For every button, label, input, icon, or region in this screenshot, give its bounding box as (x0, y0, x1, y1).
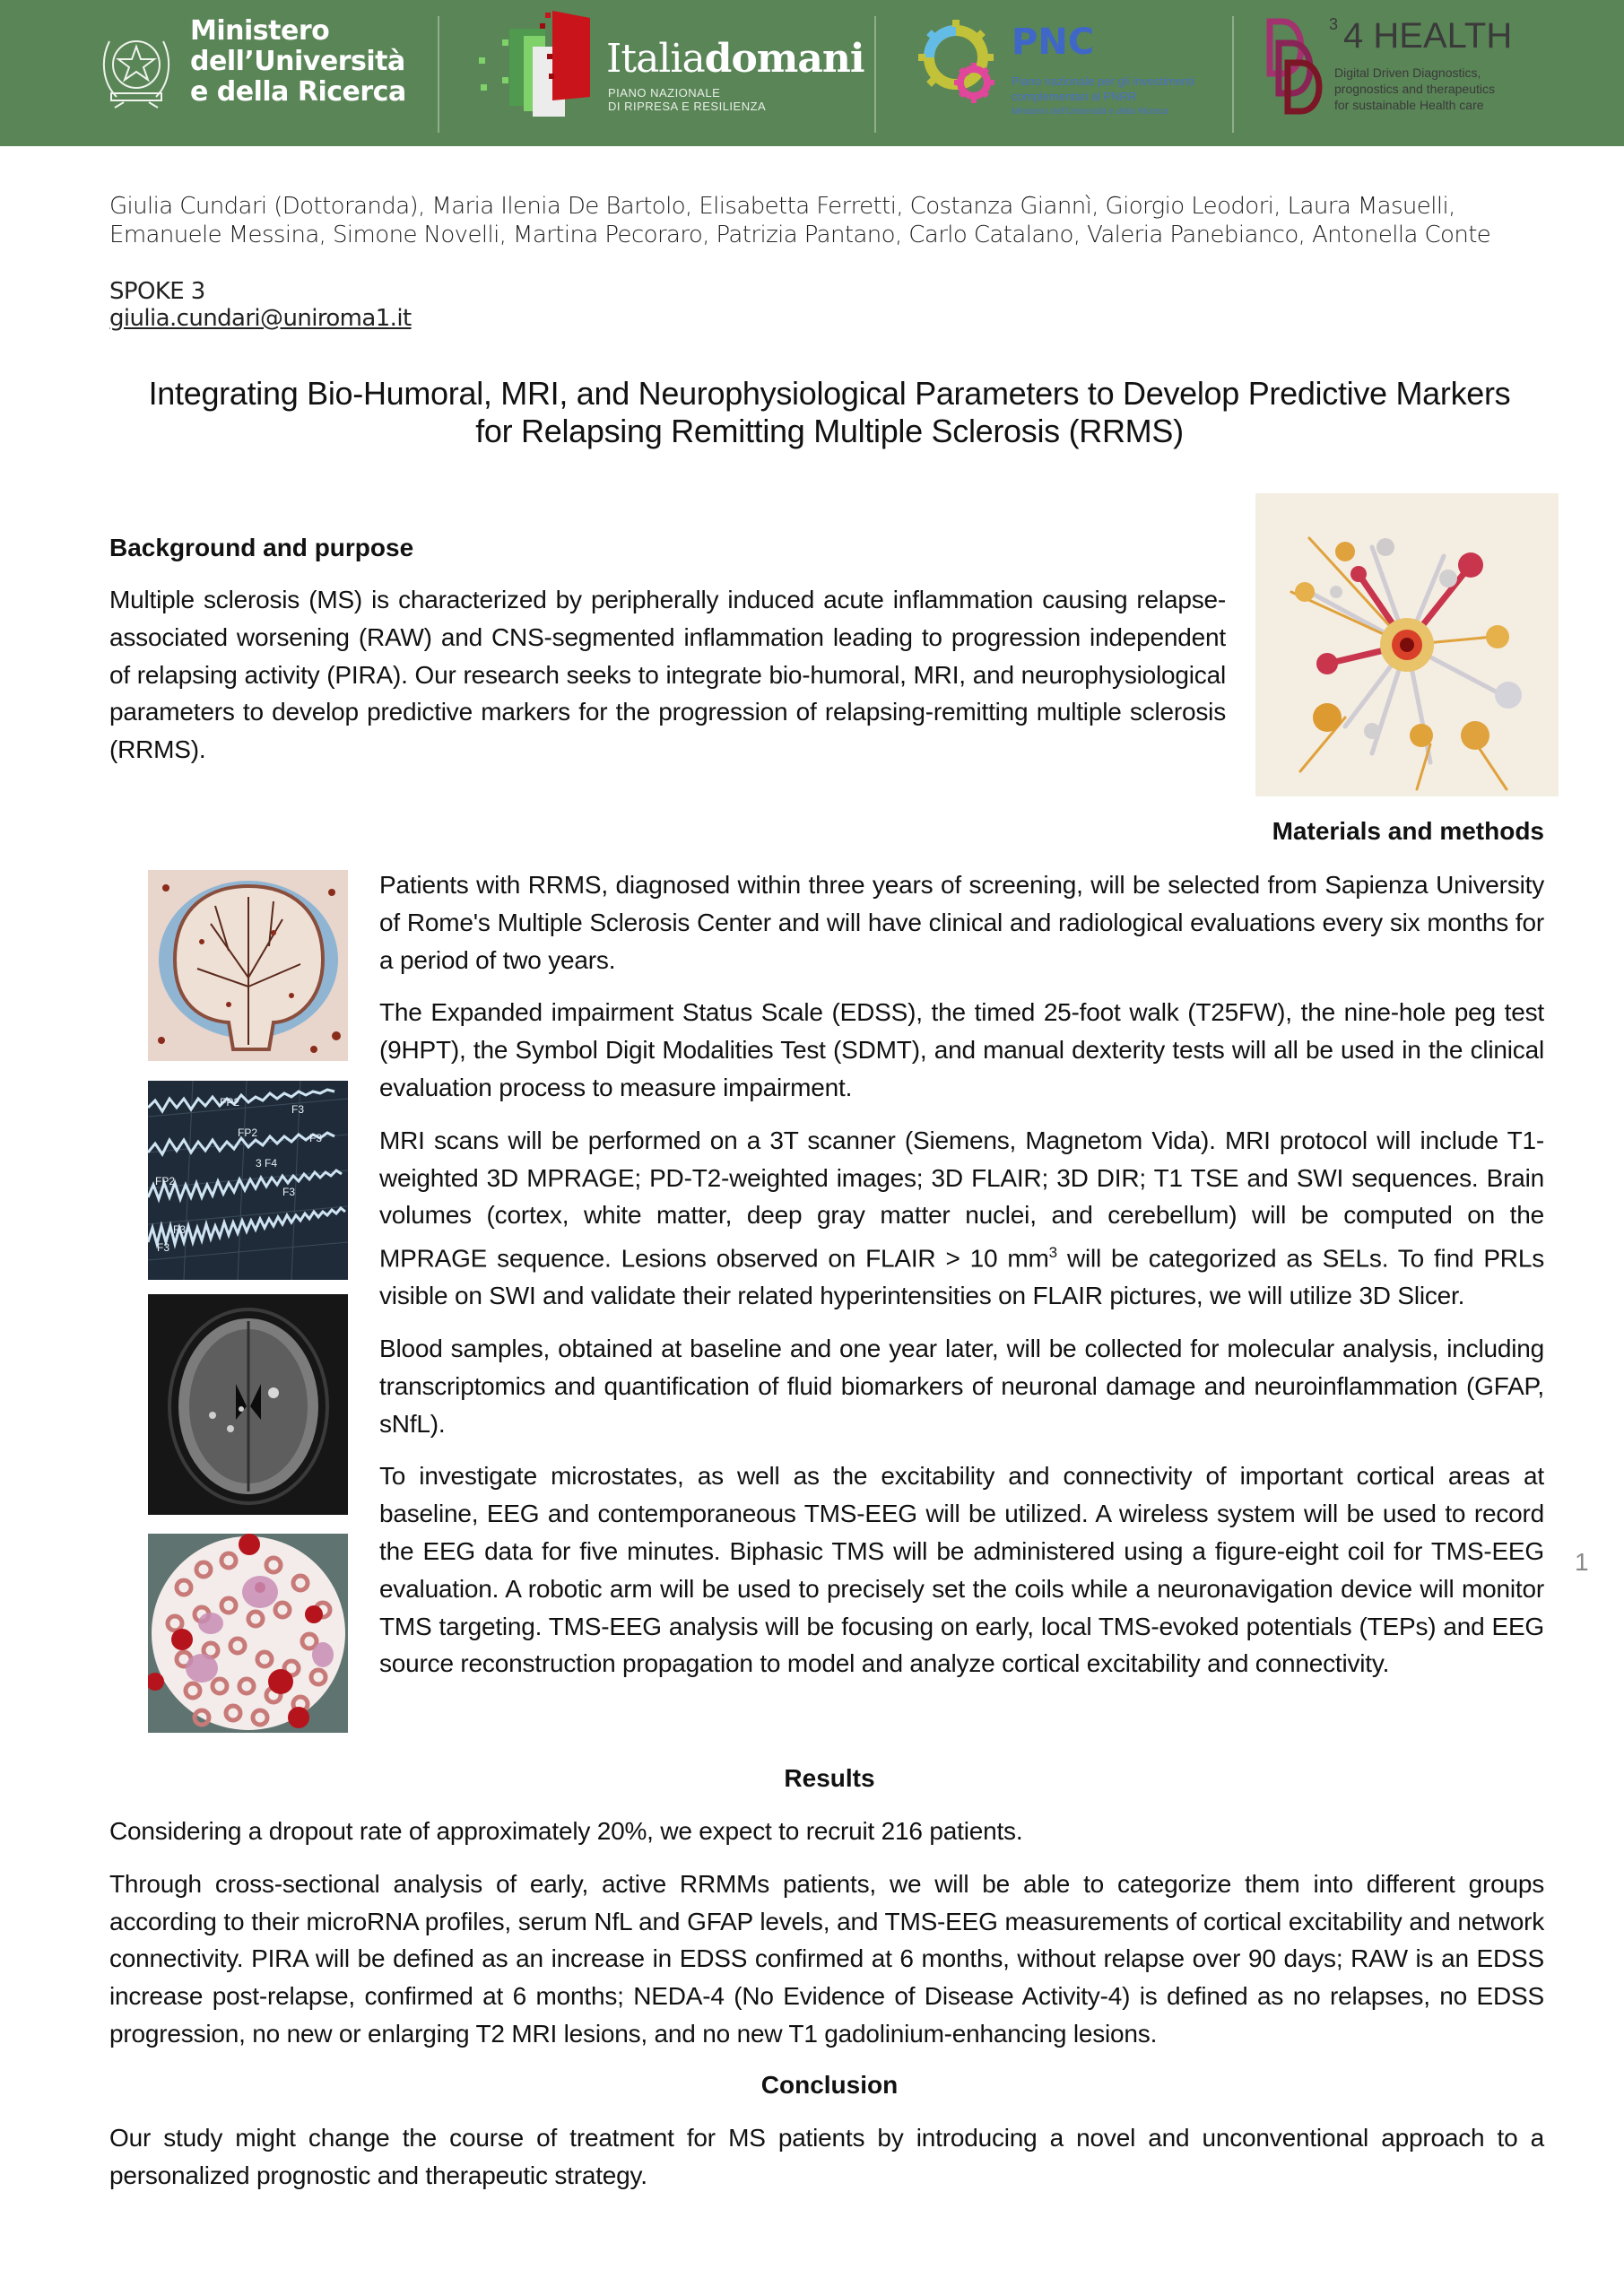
author-list: Giulia Cundari (Dottoranda), Maria Ilenia De Bartolo, Elisabetta Ferretti, Costanza Giannì, Giorgio Leodori, Laura Masuelli, Emanuele Messina, Simone Novelli, Martina Pecoraro, Patrizia Pantano, Carlo Catalano, Valeria Panebianco, Antonella Conte (109, 193, 1491, 248)
results-text (109, 1813, 1544, 2068)
eeg-channel-label: 3 F4 (256, 1157, 278, 1170)
pnc-gears-icon (918, 18, 1008, 108)
eeg-channel-label: F3 (173, 1223, 187, 1236)
italiadomani-flag-icon (470, 11, 595, 117)
header-divider (438, 16, 439, 133)
methods-paragraph-clinical: The Expanded impairment Status Scale (EDSS), the timed 25-foot walk (T25FW), the nine-hole peg test (9HPT), the Symbol Digit Modalities Test (SDMT), and manual dexterity tests will all be used in the clinical evaluation process to measure impairment. (379, 998, 1544, 1101)
section-heading-results: Results (784, 1764, 875, 1792)
results-paragraph-recruitment: Considering a dropout rate of approximately 20%, we expect to recruit 216 patients. (109, 1817, 1023, 1845)
italiadomani-logo-text: Italiadomani (606, 36, 864, 82)
eeg-channel-label: F3 (282, 1186, 296, 1198)
eeg-channel-label: FP2 (238, 1126, 258, 1139)
italian-republic-emblem-icon (97, 23, 176, 109)
header-banner (0, 0, 1624, 146)
blood-smear-image (148, 1534, 348, 1733)
contact-email-link[interactable]: giulia.cundari@uniroma1.it (109, 305, 412, 332)
poster-title: Integrating Bio-Humoral, MRI, and Neurophysiological Parameters to Develop Predictive Markers for Relapsing Remitting Multiple Sclerosis (RRMS) (148, 375, 1511, 449)
eeg-channel-label: FP2 (220, 1096, 240, 1109)
mur-logo-text: Ministero dell’Università e della Ricerca (190, 15, 406, 108)
eeg-channel-label: F3 (291, 1103, 305, 1116)
methods-paragraph-blood: Blood samples, obtained at baseline and one year later, will be collected for molecular analysis, including transcriptomics and quantification of fluid biomarkers of neuronal damage and neuroinflammation (GFAP, sNfL). (379, 1335, 1544, 1438)
purkinje-cell-histology-image (148, 870, 348, 1061)
brain-mri-flair-image (148, 1294, 348, 1515)
italiadomani-subtitle: PIANO NAZIONALE DI RIPRESA E RESILIENZA (608, 86, 767, 113)
spoke-label: SPOKE 3 (109, 278, 205, 305)
d3-health-logo-title: $^3$ 4 HEALTH (1329, 14, 1513, 56)
header-divider (1232, 16, 1234, 133)
eeg-channel-label: F3 (309, 1132, 323, 1144)
background-paragraph: Multiple sclerosis (MS) is characterized by peripherally induced acute inflammation causing relapse-associated worsening (RAW) and CNS-segmented inflammation leading to progression independent of relapsing activity (PIRA). Our research seeks to integrate bio-humoral, MRI, and neurophysiological parameters to develop predictive markers for the progression of relapsing-remitting multiple sclerosis (RRMS). (109, 586, 1226, 764)
page-number: 1 (1575, 1548, 1589, 1576)
neuron-illustration-image (1255, 493, 1559, 796)
section-heading-conclusion: Conclusion (760, 2071, 899, 2099)
d3-health-logo-subtitle: Digital Driven Diagnostics, prognostics and therapeutics for sustainable Health care (1334, 65, 1495, 112)
pnc-logo-subtitle: Piano nazionale per gli investimenti complementari al PNRR Ministero dell’Università e della Ricerca (1012, 74, 1194, 117)
section-heading-methods: Materials and methods (1272, 817, 1544, 845)
eeg-channel-label: F3 (157, 1241, 170, 1254)
methods-text (379, 866, 1544, 1698)
d3-health-logo-icon (1266, 18, 1338, 117)
conclusion-text (109, 2119, 1544, 2210)
eeg-channel-label: FP2 (155, 1175, 176, 1187)
methods-paragraph-tms-eeg: To investigate microstates, as well as the excitability and connectivity of important cortical areas at baseline, EEG and contemporaneous TMS-EEG will be utilized. A wireless system will be used to record the EEG data for five minutes. Biphasic TMS will be administered using a figure-eight coil for TMS-EEG evaluation. A robotic arm will be used to precisely set the coils while a neuronavigation device will monitor TMS targeting. TMS-EEG analysis will be focusing on early, local TMS-evoked potentials (TEPs) and EEG source reconstruction propagation to model and analyze cortical excitability and connectivity. (379, 1462, 1544, 1678)
methods-paragraph-mri: MRI scans will be performed on a 3T scanner (Siemens, Magnetom Vida). MRI protocol will include T1-weighted 3D MPRAGE; PD-T2-weighted images; 3D FLAIR; 3D DIR; T1 TSE and SWI sequences. Brain volumes (cortex, white matter, deep gray matter nuclei, and cerebellum) will be computed on the MPRAGE sequence. Lesions observed on FLAIR > 10 $mm^3$ will be categorized as SELs. To find PRLs visible on SWI and validate their related hyperintensities on FLAIR pictures, we will utilize 3D Slicer. (379, 1126, 1545, 1310)
header-divider (874, 16, 876, 133)
results-paragraph-analysis: Through cross-sectional analysis of early, active RRMMs patients, we will be able to categorize them into different groups according to their microRNA profiles, serum NfL and GFAP levels, and TMS-EEG measurements of cortical excitability and network connectivity. PIRA will be defined as an increase in EDSS confirmed at 6 months, without relapse over 90 days; RAW is an EDSS increase post-relapse, confirmed at 6 months; NEDA-4 (No Evidence of Disease Activity-4) is defined as no relapses, no EDSS progression, no new or enlarging T2 MRI lesions, and no new T1 gadolinium-enhancing lesions. (109, 1869, 1544, 2048)
methods-paragraph-patients: Patients with RRMS, diagnosed within three years of screening, will be selected from Sapienza University of Rome's Multiple Sclerosis Center and will have clinical and radiological evaluations every six months for a period of two years. (379, 871, 1544, 974)
conclusion-paragraph: Our study might change the course of treatment for MS patients by introducing a novel and unconventional approach to a personalized prognostic and therapeutic strategy. (109, 2124, 1544, 2189)
eeg-waveform-image (148, 1081, 348, 1280)
section-heading-background: Background and purpose (109, 534, 414, 561)
pnc-logo-title: PNC (1012, 22, 1095, 63)
